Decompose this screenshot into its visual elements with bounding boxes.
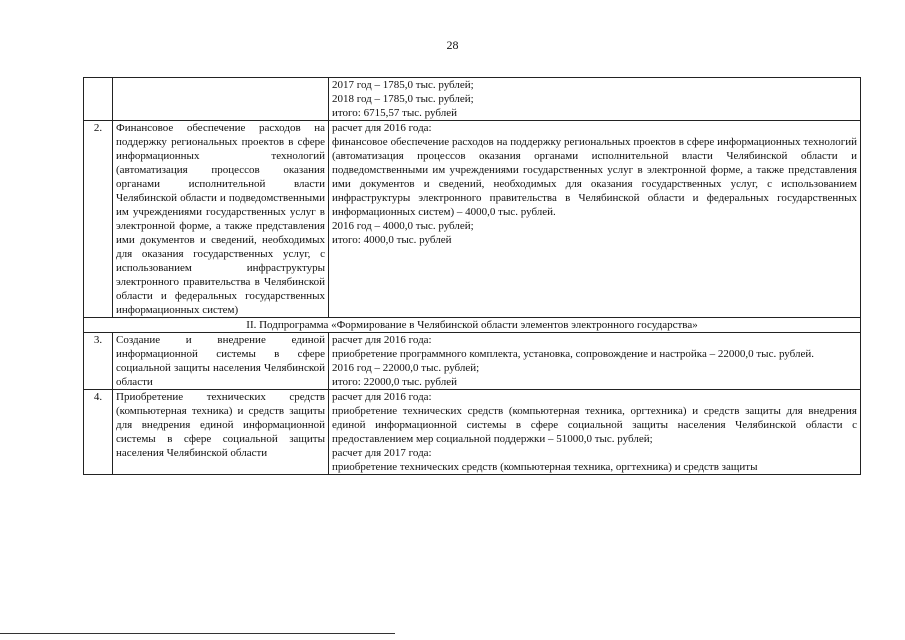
calculation-line: 2016 год – 4000,0 тыс. рублей; [332,220,474,232]
calculation-line: 2016 год – 22000,0 тыс. рублей; [332,362,480,374]
calculation-line: расчет для 2017 года: [332,447,432,459]
section-heading: II. Подпрограмма «Формирование в Челябинской области элементов электронного государства» [84,318,861,333]
footer-divider [0,633,395,634]
calculation-line: итого: 6715,57 тыс. рублей [332,107,457,119]
row-number: 2. [84,121,113,318]
row-number: 4. [84,390,113,475]
calculation-cell [329,121,861,318]
calculation-line: приобретение программного комплекта, установка, сопровождение и настройка – 22000,0 тыс. рублей. [332,348,814,360]
calculation-line: финансовое обеспечение расходов на поддержку региональных проектов в сфере информационных технологий (автоматизация процессов оказания органами исполнительной власти Челябинской области и подведомственными им учреждениями государственных услуг в электронной форме, а также представления ими документов и сведений, необходимых для оказания государственных услуг, с использованием инфраструктуры электронного правительства в Челябинской области и федеральных государственных информационных систем) – 4000,0 тыс. рублей. [332,136,857,218]
calculation-line: итого: 22000,0 тыс. рублей [332,376,457,388]
item-name: Создание и внедрение единой информационной системы в сфере социальной защиты населения Челябинской области [113,333,329,390]
budget-justification-table [83,77,861,475]
item-name: Приобретение технических средств (компьютерная техника) и средств защиты для внедрения единой информационной системы в сфере социальной защиты населения Челябинской области [113,390,329,475]
calculation-cell [329,390,861,475]
calculation-line: приобретение технических средств (компьютерная техника, оргтехника) и средств защиты для внедрения единой информационной системы в сфере социальной защиты населения Челябинской области с предоставлением мер социальной поддержки – 51000,0 тыс. рублей; [332,405,857,445]
section-heading-row [84,318,861,333]
calculation-cell [329,78,861,121]
calculation-line: 2017 год – 1785,0 тыс. рублей; [332,79,474,91]
table-row [84,390,861,475]
table-row [84,333,861,390]
calculation-line: расчет для 2016 года: [332,122,432,134]
calculation-line: расчет для 2016 года: [332,334,432,346]
row-number-cell [84,78,113,121]
calculation-cell [329,333,861,390]
item-name: Финансовое обеспечение расходов на поддержку региональных проектов в сфере информационных технологий (автоматизация процессов оказания органами исполнительной власти Челябинской области и подведомственными им учреждениями государственных услуг в электронной форме, а также представления ими документов и сведений, необходимых для оказания государственных услуг, с использованием инфраструктуры электронного правительства в Челябинской области и федеральных государственных информационных систем) [113,121,329,318]
calculation-line: расчет для 2016 года: [332,391,432,403]
table-row [84,121,861,318]
row-number: 3. [84,333,113,390]
item-name-cell [113,78,329,121]
calculation-line: приобретение технических средств (компьютерная техника, оргтехника) и средств защиты [332,461,758,473]
calculation-line: итого: 4000,0 тыс. рублей [332,234,452,246]
table-row-continued [84,78,861,121]
calculation-line: 2018 год – 1785,0 тыс. рублей; [332,93,474,105]
page-number: 28 [446,38,459,52]
